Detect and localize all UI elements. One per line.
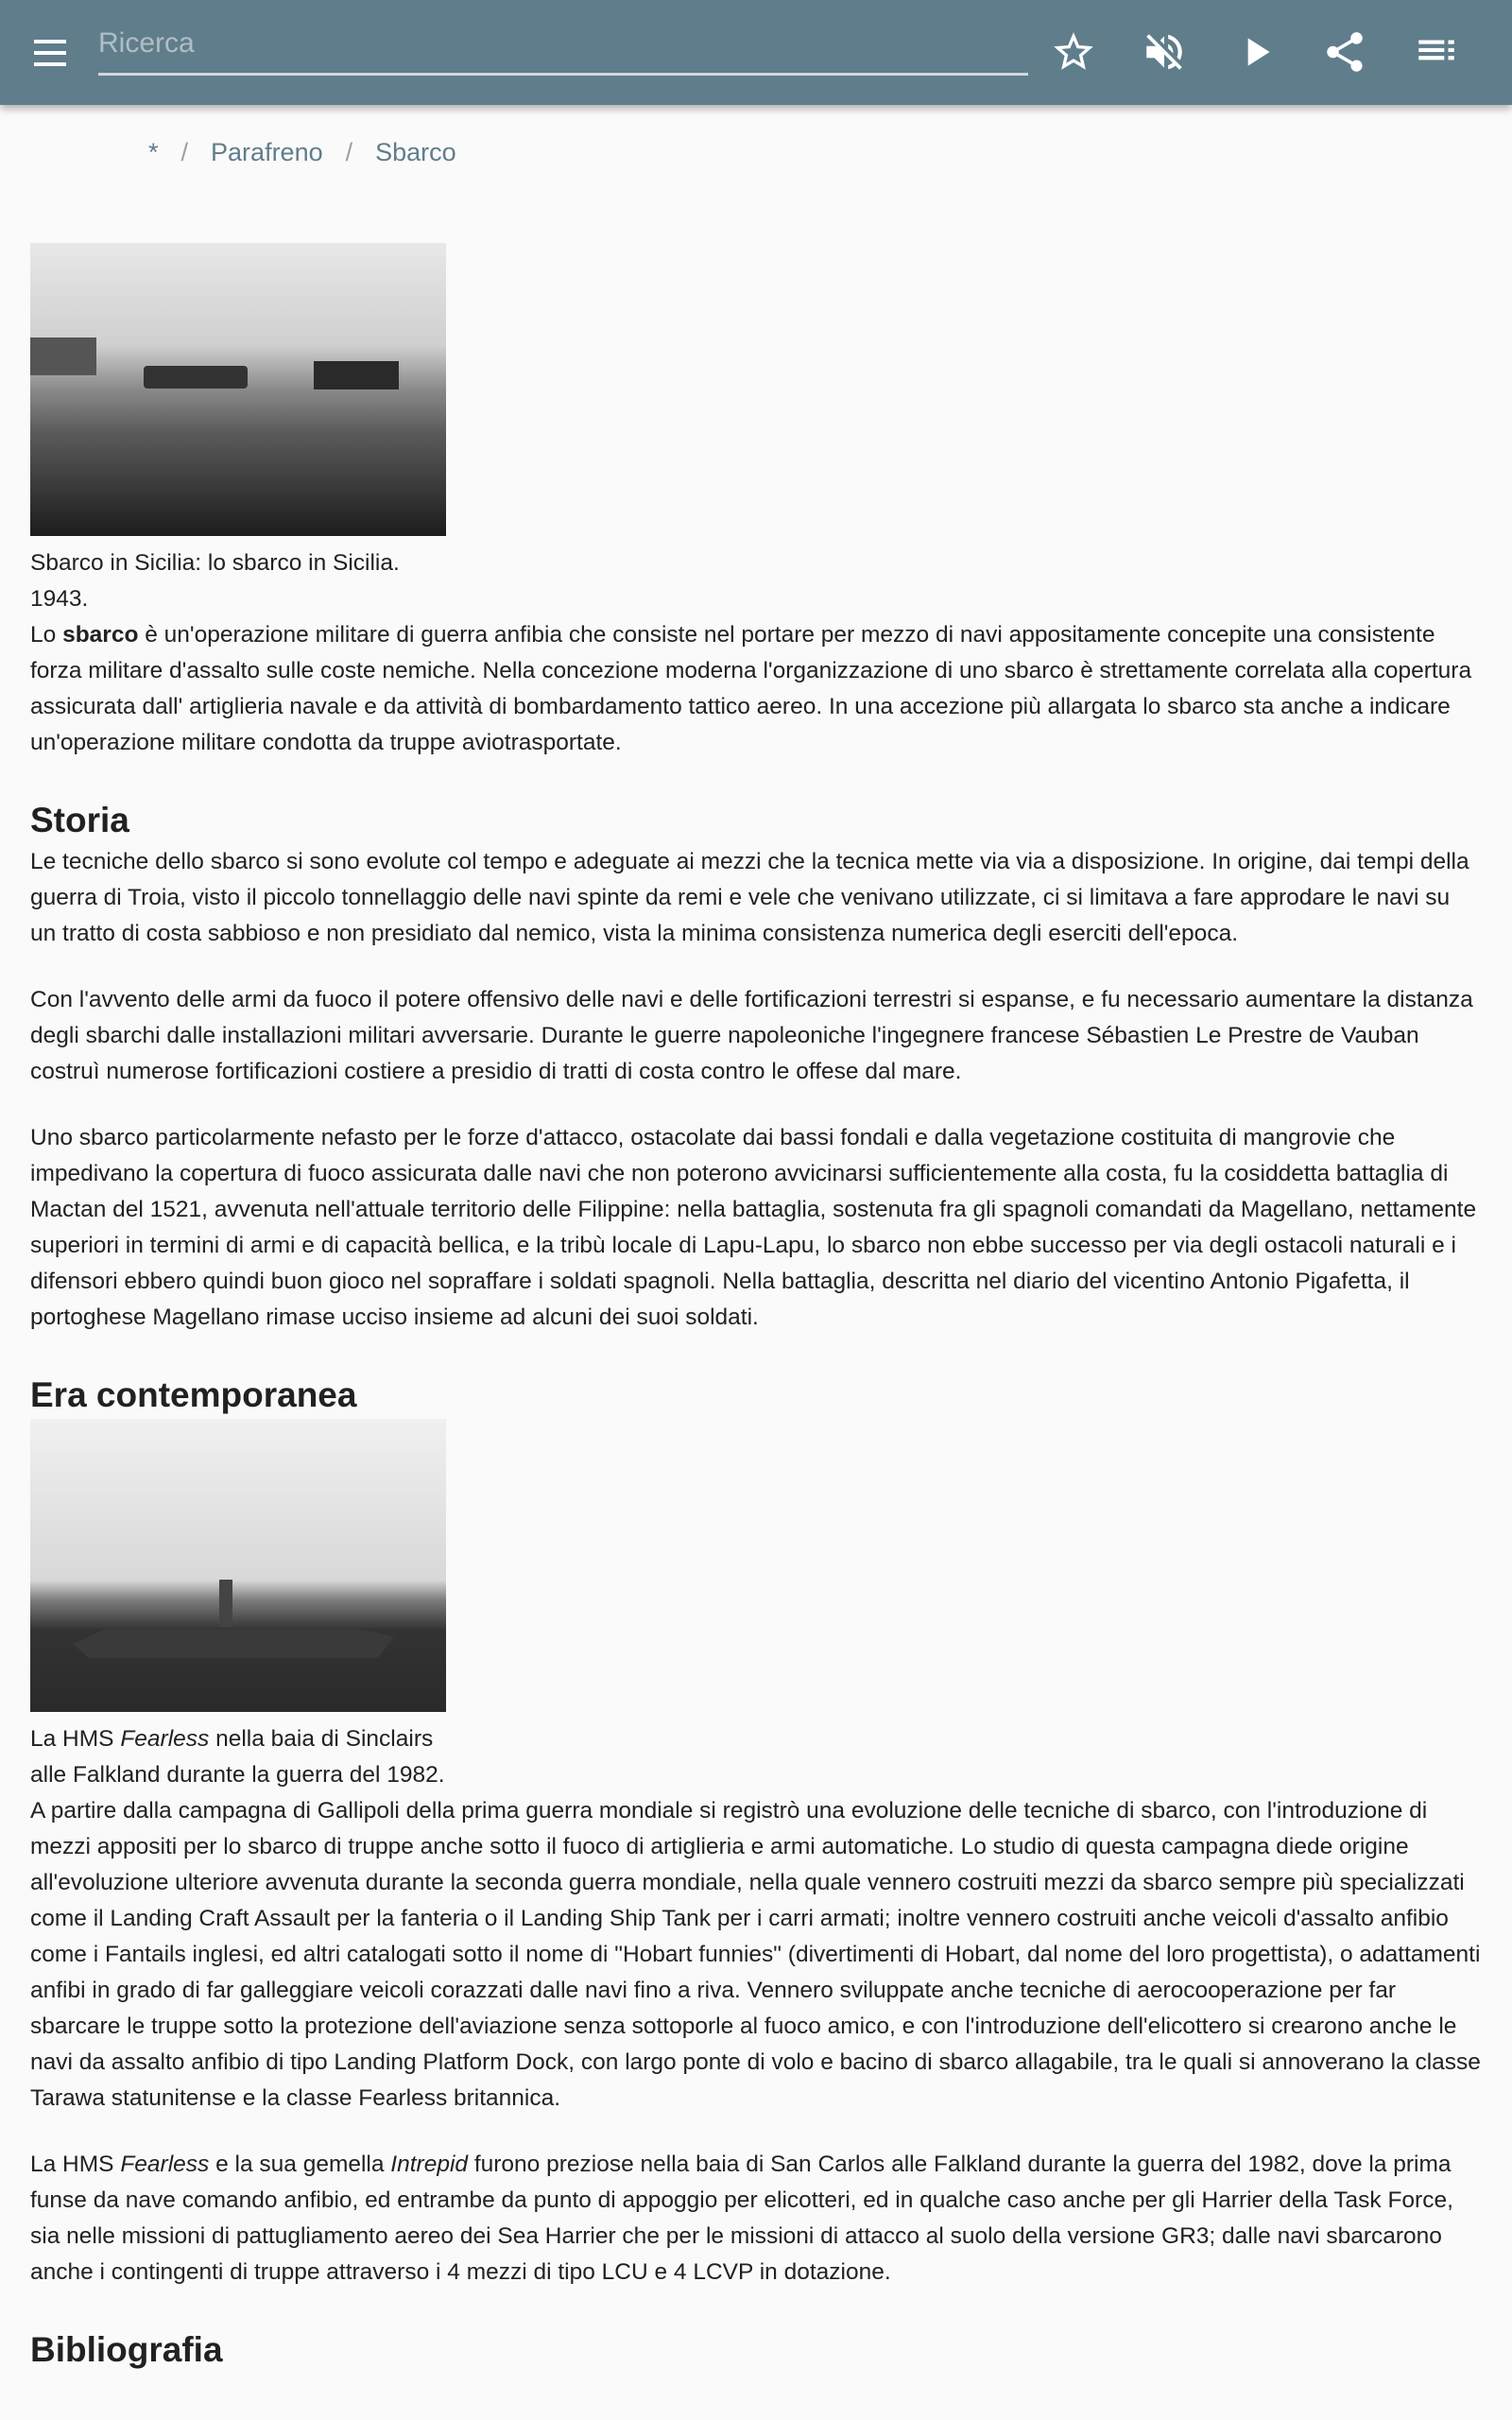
play-icon[interactable]: [1232, 28, 1280, 76]
caption-line: 1943.: [30, 586, 89, 612]
intro-paragraph: [30, 617, 1482, 761]
text: nella baia di Sinclairs alle Falkland durante la guerra del 1982.: [30, 1726, 445, 1788]
section-heading-era-contemporanea: Era contemporanea: [30, 1375, 357, 1414]
text: Lo: [30, 622, 63, 648]
breadcrumb-sbarco[interactable]: Sbarco: [375, 138, 456, 166]
breadcrumb-home[interactable]: *: [148, 138, 159, 166]
text: La HMS: [30, 2152, 121, 2177]
landing-sicily-photo[interactable]: [30, 243, 446, 536]
figure-caption: [30, 545, 446, 617]
hms-fearless-photo[interactable]: [30, 1419, 446, 1712]
menu-icon[interactable]: [32, 38, 70, 68]
volume-off-icon[interactable]: [1141, 28, 1188, 76]
star-icon[interactable]: [1050, 28, 1097, 76]
paragraph: Con l'avvento delle armi da fuoco il potere offensivo delle navi e delle fortificazioni terrestri si espanse, e fu necessario aumentare la distanza degli sbarchi dalle installazioni militari avversarie. Durante le guerre napoleoniche l'ingegnere francese Sébastien Le Prestre de Vauban costruì numerose fortificazioni costiere a presidio di tratti di costa contro le offese dal mare.: [30, 987, 1473, 1084]
breadcrumb-parafreno[interactable]: Parafreno: [211, 138, 323, 166]
share-icon[interactable]: [1321, 28, 1368, 76]
section-heading-storia: Storia: [30, 801, 129, 839]
caption-line: Sbarco in Sicilia: lo sbarco in Sicilia.: [30, 550, 400, 576]
paragraph: Uno sbarco particolarmente nefasto per le forze d'attacco, ostacolate dai bassi fondali e dalla vegetazione costituita di mangrovie che impedivano la copertura di fuoco assicurata dalle navi che non poterono avvicinarsi sufficientemente alla costa, fu la cosiddetta battaglia di Mactan del 1521, avvenuta nell'attuale territorio delle Filippine: nella battaglia, sostenuta fra gli spagnoli comandati da Magellano, nettamente superiori in termini di armi e di capacità bellica, e la tribù locale di Lapu-Lapu, lo sbarco non ebbe successo per via degli ostacoli naturali e i difensori ebbero quindi buon gioco nel sopraffare i soldati spagnoli. Nella battaglia, descritta nel diario del vicentino Antonio Pigafetta, il portoghese Magellano rimase ucciso insieme ad alcuni dei suoi soldati.: [30, 1125, 1477, 1330]
paragraph: [30, 2147, 1482, 2290]
ship-name: Fearless: [120, 2152, 210, 2177]
search-input[interactable]: [98, 23, 1028, 76]
figure-caption: [30, 1721, 446, 1793]
text: La HMS: [30, 1726, 121, 1752]
paragraph: Le tecniche dello sbarco si sono evolute col tempo e adeguate ai mezzi che la tecnica mette via via a disposizione. In origine, dai tempi della guerra di Troia, visto il piccolo tonnellaggio delle navi spinte da remi e vele che venivano utilizzate, ci si limitava a fare approdare le navi su un tratto di costa sabbioso e non presidiato dal nemico, vista la minima consistenza numerica degli eserciti dell'epoca.: [30, 849, 1469, 946]
breadcrumb-separator: /: [345, 138, 353, 166]
breadcrumb: [148, 138, 456, 167]
article: [30, 243, 1482, 2374]
text: furono preziose nella baia di San Carlos alle Falkland durante la guerra del 1982, dove la prima funse da nave comando anfibio, ed entrambe da punto di appoggio per elicotteri, ed in qualche caso anche per gli Harrier della Task Force, sia nelle missioni di pattugliamento aereo dei Sea Harrier che per le missioni di attacco al suolo della versione GR3; dalle navi sbarcarono anche i contingenti di truppe attraverso i 4 mezzi di tipo LCU e 4 LCVP in dotazione.: [30, 2152, 1453, 2285]
top-app-bar: [0, 0, 1512, 105]
paragraph: A partire dalla campagna di Gallipoli della prima guerra mondiale si registrò una evoluzione delle tecniche di sbarco, con l'introduzione di mezzi appositi per lo sbarco di truppe anche sotto il fuoco di artiglieria e armi automatiche. Lo studio di questa campagna diede origine all'evoluzione ulteriore avvenuta durante la seconda guerra mondiale, nella quale vennero costruiti mezzi da sbarco sempre più specializzati come il Landing Craft Assault per la fanteria o il Landing Ship Tank per i carri armati; inoltre vennero costruiti anche veicoli d'assalto anfibio come i Fantails inglesi, ed altri catalogati sotto il nome di "Hobart funnies" (divertimenti di Hobart, dal nome del loro progettista), o adattamenti anfibi in grado di far galleggiare veicoli corazzati dalle navi fino a riva. Vennero sviluppate anche tecniche di aerocooperazione per far sbarcare le truppe sotto la protezione dell'aviazione senza sottoporle al fuoco amico, e con l'introduzione dell'elicottero si crearono anche le navi da assalto anfibio di tipo Landing Platform Dock, con largo ponte di volo e bacino di sbarco allagabile, tra le quali si annoverano la classe Tarawa statunitense e la classe Fearless britannica.: [30, 1798, 1481, 2111]
breadcrumb-separator: /: [180, 138, 189, 166]
text: e la sua gemella: [209, 2152, 391, 2177]
section-heading-bibliografia: Bibliografia: [30, 2330, 223, 2369]
text: è un'operazione militare di guerra anfibia che consiste nel portare per mezzo di navi appositamente concepite una consistente forza militare d'assalto sulle coste nemiche. Nella concezione moderna l'organizzazione di uno sbarco è strettamente correlata alla copertura assicurata dall' artiglieria navale e da attività di bombardamento tattico aereo. In una accezione più allargata lo sbarco sta anche a indicare un'operazione militare condotta da truppe aviotrasportate.: [30, 622, 1472, 755]
playlist-icon[interactable]: [1413, 28, 1460, 76]
ship-name: Intrepid: [390, 2152, 469, 2177]
bold-term: sbarco: [62, 622, 139, 648]
ship-name: Fearless: [120, 1726, 210, 1752]
